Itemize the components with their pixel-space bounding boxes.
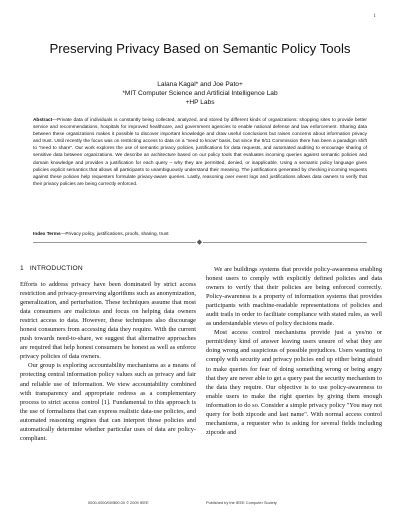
publisher-footer: Published by the IEEE Computer Society (206, 500, 277, 505)
left-column (20, 264, 196, 443)
author-names: Lalana Kagal* and Joe Pato+ (157, 81, 243, 88)
index-terms (33, 231, 367, 238)
intro-paragraph-4: Most access control mechanisms provide just a yes/no or permit/deny kind of answer leaving users unsure of what they are doing wrong and suspicious of possible prejudices. Users wanting to comply with security and privacy policies end up either being afraid to make queries for fear of doing something wrong or being angry that they are never able to get a query past the security mechanism to the data they require. Our objective is to use policy-awareness to enable users to make the right queries by giving them enough information to do so. Consider a simple privacy policy "You may not query for both zipcode and last name". With normal access control mechanisms, a requester who is asking for several fields including zipcode and (206, 329, 382, 436)
index-terms-label: Index Terms (33, 232, 61, 237)
index-terms-text: —Privacy policy, justifications, proofs, sharing, trust (60, 232, 169, 237)
abstract-label: Abstract (33, 118, 53, 123)
page-number: 1 (373, 14, 376, 19)
intro-paragraph-2: Our group is exploring accountability mechanisms as a means of protecting central information policy values such as privacy and fair and reliable use of information. We view accountability combined with transparency and appropriate redress as a complementary process to strict access control [1]. Fundamental to this approach is the use of formalisms that can express realistic data-use policies, and automated reasoning engines that can interpret those policies and automatically determine whether particular uses of data are policy-compliant. (20, 362, 196, 442)
paper-title: Preserving Privacy Based on Semantic Policy Tools (49, 41, 351, 56)
copyright-footer: 0000-0000/00/$00.00 © 2009 IEEE (88, 500, 149, 505)
abstract (33, 117, 367, 188)
author-affiliation-mit: *MIT Computer Science and Artificial Intelligence Lab (122, 90, 278, 97)
section-number: 1 (20, 265, 24, 272)
right-column (206, 265, 382, 437)
intro-paragraph-3: We are buildings systems that provide policy-awareness enabling honest users to comply with explicitly defined policies and data owners to verify that their policies are being enforced correctly. Policy-awareness is a property of information systems that provides participants with machine-readable representations of policies and audit trails in order to facilitate compliance with stated rules, as well as understandable views of policy decisions made. (206, 266, 382, 328)
author-affiliation-hp: +HP Labs (185, 99, 215, 106)
diamond-icon: ◆ (196, 238, 203, 246)
intro-paragraph-1: Efforts to address privacy have been dominated by strict access restriction and privacy-preserving algorithms such as anonymization, generalization, and perturbation. These techniques assume that most data consumers are malicious and focus on helping data owners restrict access to data. However, these techniques also discourage honest consumers from accessing data they require. With the current push towards need-to-share, we suggest that alternative approaches are required that help honest consumers be honest as well as enforce privacy policies of data owners. (20, 281, 196, 361)
section-title: INTRODUCTION (29, 265, 83, 272)
abstract-text: —Private data of individuals is constantly being collected, analyzed, and stored by different kinds of organizations: shopping sites to provide better service and recommendations, hospitals for improved healthcare, and government agencies to enable national defense and law enforcement. Sharing data between these organizations makes it possible to discover important knowledge and draw useful conclusions but raises concerns about information privacy and trust. Until recently the focus was on restricting access to data on a "need to know" basis, but since the 9/11 Commission there has been a paradigm shift to "need to share". Our work explores the use of semantic privacy policies, justifications for data requests, and automated auditing to encourage sharing of sensitive data between organizations. We describe an architecture based on our policy tools that evaluates incoming queries against semantic policies and domain knowledge and provides a justification for each query – why they are permitted, denied, or inapplicable. Using a semantic policy language gives policies explicit semantics that allows all participants to unambiguously understand their meaning. The justifications generated by checking incoming requests against these policies help requesters formulate privacy-aware queries. Lastly, reasoning over event logs and justifications allows data owners to verify that their privacy policies are being correctly enforced. (33, 118, 367, 187)
section-heading (20, 264, 196, 273)
author-block (20, 80, 380, 107)
